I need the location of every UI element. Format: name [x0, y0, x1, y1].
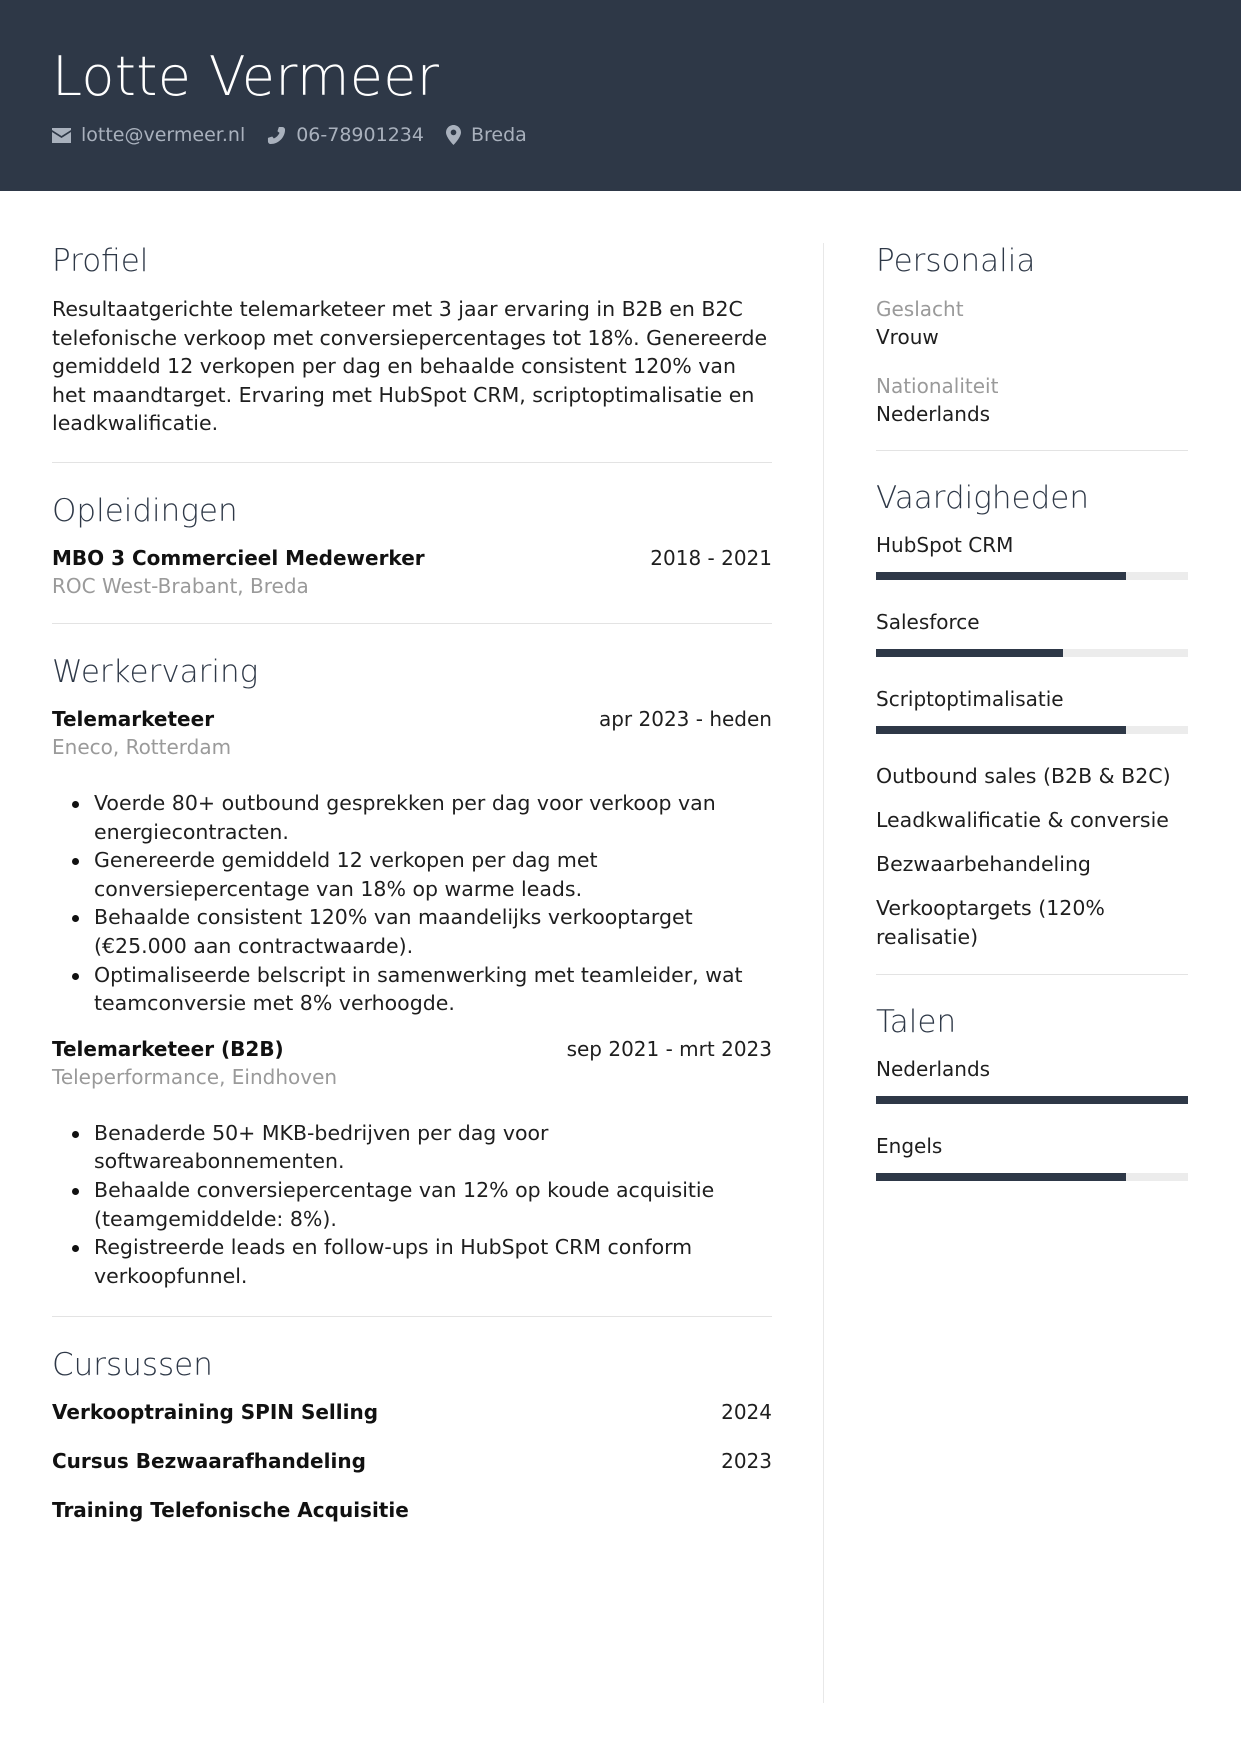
job-period: apr 2023 - heden — [598, 706, 772, 731]
phone-icon — [267, 126, 286, 145]
job-role: Telemarketeer — [52, 706, 215, 731]
job-company: Teleperformance, Eindhoven — [52, 1064, 338, 1089]
profile-section — [52, 238, 772, 438]
skill-bar-fill — [876, 572, 1126, 580]
skill-bar — [876, 726, 1188, 734]
section-title-personal: Personalia — [876, 243, 1036, 279]
language-bar — [876, 1096, 1188, 1104]
main-column — [52, 238, 772, 1524]
skill-name: HubSpot CRM — [876, 533, 1014, 557]
course-name: Training Telefonische Acquisitie — [52, 1498, 409, 1523]
section-divider — [876, 974, 1188, 975]
language-rated — [876, 1055, 1188, 1104]
skill-name: Scriptoptimalisatie — [876, 687, 1064, 711]
personal-field — [876, 372, 1188, 429]
experience-section — [52, 649, 772, 1290]
course-entry — [52, 1447, 772, 1475]
job-bullet: Genereerde gemiddeld 12 verkopen per dag met conversiepercentage van 18% op warme leads. — [94, 846, 772, 903]
job-bullet: Voerde 80+ outbound gesprekken per dag voor verkoop van energiecontracten. — [94, 789, 772, 846]
personal-value: Nederlands — [876, 402, 991, 426]
skill-rated — [876, 608, 1188, 657]
course-year: 2024 — [721, 1400, 772, 1425]
skill-bar-fill — [876, 726, 1126, 734]
language-name: Engels — [876, 1134, 943, 1158]
side-column — [876, 238, 1188, 1181]
contact-info — [52, 122, 549, 148]
job-bullets — [52, 789, 772, 1018]
skill-item: Outbound sales (B2B & B2C) — [876, 764, 1171, 788]
section-title-education: Opleidingen — [52, 492, 238, 529]
contact-email — [52, 122, 245, 148]
skill-item: Leadkwalificatie & conversie — [876, 808, 1169, 832]
job-company: Eneco, Rotterdam — [52, 734, 232, 759]
job-bullet: Registreerde leads en follow-ups in HubSpot CRM conform verkoopfunnel. — [94, 1233, 772, 1290]
education-section — [52, 488, 772, 601]
job-bullet: Behaalde conversiepercentage van 12% op koude acquisitie (teamgemiddelde: 8%). — [94, 1176, 772, 1233]
skill-bar — [876, 572, 1188, 580]
skill-bar — [876, 649, 1188, 657]
job-role: Telemarketeer (B2B) — [52, 1036, 284, 1061]
language-bar — [876, 1173, 1188, 1181]
contact-phone — [267, 122, 424, 148]
personal-label: Nationaliteit — [876, 374, 999, 398]
course-year: 2023 — [721, 1449, 772, 1474]
location-text: Breda — [470, 124, 527, 146]
education-degree: MBO 3 Commercieel Medewerker — [52, 545, 425, 570]
contact-location — [446, 122, 527, 148]
language-bar-fill — [876, 1173, 1126, 1181]
course-entry — [52, 1496, 772, 1524]
envelope-icon — [52, 128, 71, 143]
section-divider — [876, 450, 1188, 451]
personal-label: Geslacht — [876, 297, 964, 321]
courses-section — [52, 1342, 772, 1524]
skills-section — [876, 475, 1188, 952]
skill-rated — [876, 685, 1188, 734]
job-bullet: Benaderde 50+ MKB-bedrijven per dag voor softwareabonnementen. — [94, 1119, 772, 1176]
section-title-courses: Cursussen — [52, 1347, 213, 1384]
education-period: 2018 - 2021 — [650, 545, 772, 570]
section-title-skills: Vaardigheden — [876, 480, 1090, 516]
personal-section — [876, 238, 1188, 429]
section-title-languages: Talen — [876, 1004, 957, 1040]
phone-text: 06-78901234 — [296, 124, 424, 146]
job-bullet: Optimaliseerde belscript in samenwerking met teamleider, wat teamconversie met 8% verhoogde. — [94, 961, 772, 1018]
course-entry — [52, 1398, 772, 1426]
section-divider — [52, 623, 772, 624]
skill-item: Verkooptargets (120% realisatie) — [876, 896, 1105, 949]
header — [0, 0, 1241, 191]
section-divider — [52, 462, 772, 463]
course-name: Cursus Bezwaarafhandeling — [52, 1449, 366, 1474]
job-period: sep 2021 - mrt 2023 — [566, 1036, 772, 1061]
job-entry — [52, 1035, 772, 1291]
job-bullets — [52, 1119, 772, 1291]
personal-value: Vrouw — [876, 325, 939, 349]
language-name: Nederlands — [876, 1057, 991, 1081]
profile-text: Resultaatgerichte telemarketeer met 3 jaar ervaring in B2B en B2C telefonische verkoop met conversiepercentages tot 18%. Genereerde gemiddeld 12 verkopen per dag en behaalde consistent 120% van het maandtarget. Ervaring met HubSpot CRM, scriptoptimalisatie en leadkwalificatie. — [52, 297, 768, 436]
languages-section — [876, 999, 1188, 1181]
education-school: ROC West-Brabant, Breda — [52, 573, 309, 598]
job-entry — [52, 705, 772, 1018]
section-title-experience: Werkervaring — [52, 653, 259, 690]
personal-field — [876, 295, 1188, 352]
skill-name: Salesforce — [876, 610, 980, 634]
skill-rated — [876, 531, 1188, 580]
email-text: lotte@vermeer.nl — [81, 124, 246, 146]
column-divider — [823, 243, 824, 1703]
skill-bar-fill — [876, 649, 1063, 657]
language-bar-fill — [876, 1096, 1188, 1104]
skill-item: Bezwaarbehandeling — [876, 852, 1091, 876]
education-entry — [52, 544, 772, 601]
language-rated — [876, 1132, 1188, 1181]
section-title-profile: Profiel — [52, 243, 149, 279]
job-bullet: Behaalde consistent 120% van maandelijks verkooptarget (€25.000 aan contractwaarde). — [94, 903, 772, 960]
candidate-name: Lotte Vermeer — [52, 45, 440, 108]
course-name: Verkooptraining SPIN Selling — [52, 1400, 379, 1425]
section-divider — [52, 1316, 772, 1317]
map-pin-icon — [446, 125, 461, 145]
